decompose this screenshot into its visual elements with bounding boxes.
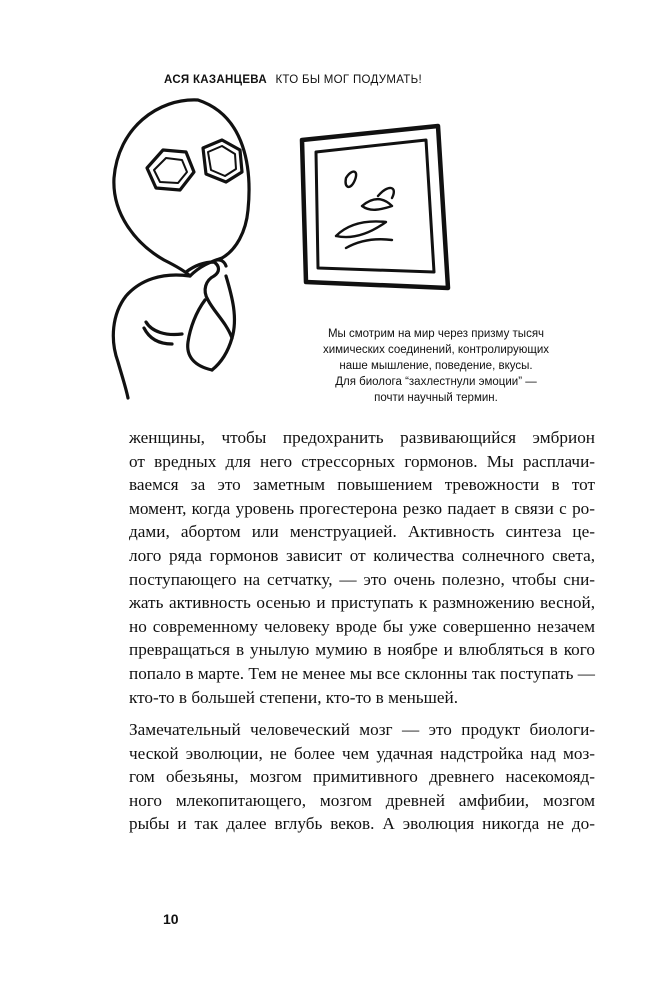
caption-line: наше мышление, поведение, вкусы. <box>339 360 533 372</box>
caption-line: химических соединений, контролирующих <box>322 344 550 356</box>
alien-figure-with-benzene-ring-eyes-icon <box>113 100 249 398</box>
text-line: жать активность осенью и приступать к размножению весной, <box>129 593 595 613</box>
illustration-caption <box>306 326 566 406</box>
framed-picture-icon <box>302 126 448 288</box>
body-paragraph <box>129 718 595 836</box>
text-line: момент, когда уровень прогестерона резко падает в связи с ро- <box>129 498 595 518</box>
text-line: превращаться в унылую мумию в ноябре и влюбляться в кого <box>129 640 595 660</box>
text-line: рыбы и так далее вглубь веков. А эволюция никогда не до- <box>129 814 595 834</box>
book-title: КТО БЫ МОГ ПОДУМАТЬ! <box>275 74 422 86</box>
text-line: ваемся за это заметным повышением тревожности в тот <box>129 475 595 495</box>
text-line: ного млекопитающего, мозгом древней амфибии, мозгом <box>129 790 595 810</box>
text-line: кто-то в большей степени, кто-то в меньшей. <box>129 687 458 707</box>
text-line: но современному человеку вроде бы уже совершенно незачем <box>129 616 595 636</box>
caption-line: почти научный термин. <box>374 392 498 404</box>
body-paragraph <box>129 426 595 709</box>
caption-line: Мы смотрим на мир через призму тысяч <box>327 328 545 340</box>
author-name: АСЯ КАЗАНЦЕВА <box>164 74 267 86</box>
text-line: попало в марте. Тем не менее мы все склонны так поступать — <box>129 663 595 683</box>
text-line: гом обезьяны, мозгом примитивного древнего насекомояд- <box>129 767 595 787</box>
text-line: дами, абортом или менструацией. Активность синтеза це- <box>129 522 595 542</box>
text-line: ческой эволюции, не более чем удачная надстройка над моз- <box>129 743 595 763</box>
text-line: лого ряда гормонов зависит от количества солнечного света, <box>129 545 595 565</box>
text-line: женщины, чтобы предохранить развивающийся эмбрион <box>129 428 595 447</box>
page-number: 10 <box>163 911 179 927</box>
caption-line: Для биолога “захлестнули эмоции” — <box>335 376 537 388</box>
text-line: Замечательный человеческий мозг — это продукт биологи- <box>129 720 595 739</box>
text-line: поступающего на сетчатку, — это очень полезно, чтобы сни- <box>129 569 595 589</box>
text-line: от вредных для него стрессорных гормонов. Мы расплачи- <box>129 451 595 471</box>
